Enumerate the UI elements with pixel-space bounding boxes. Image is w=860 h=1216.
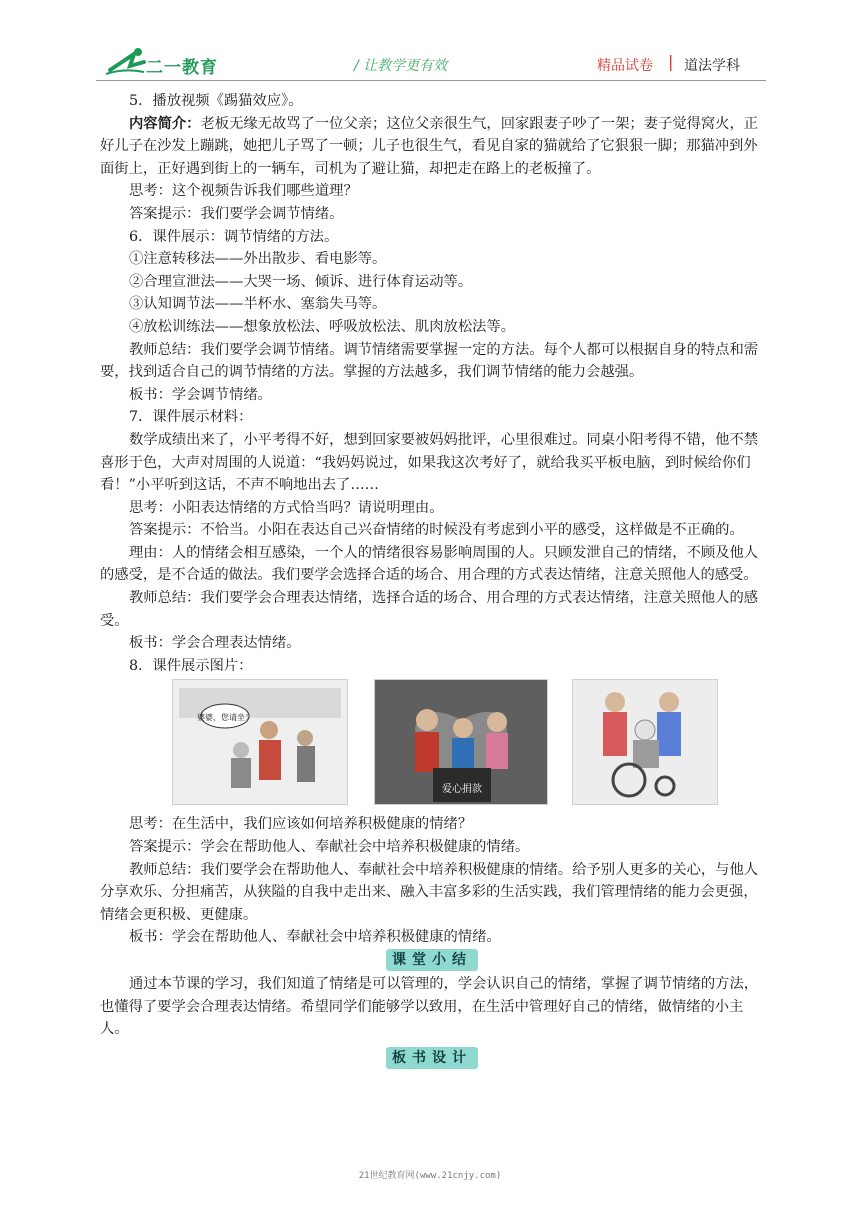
paragraph: 通过本节课的学习，我们知道了情绪是可以管理的，学会认识自己的情绪，掌握了调节情绪的方法，也懂得了要学会合理表达情绪。希望同学们能够学以致用，在生活中管理好自己的情绪，做情绪的小主人。: [100, 976, 759, 1038]
paragraph: ②合理宣泄法——大哭一场、倾诉、进行体育运动等。: [129, 273, 473, 290]
paragraph: 7．课件展示材料：: [129, 409, 253, 426]
charity-donation-image: [374, 679, 548, 805]
content-intro-label: 内容简介：: [129, 115, 201, 132]
paragraph: 板书：学会在帮助他人、奉献社会中培养积极健康的情绪。: [129, 929, 501, 946]
paragraph: 教师总结：我们要学会合理表达情绪，选择合适的场合、用合理的方式表达情绪，注意关照他人的感受。: [100, 590, 759, 629]
paragraph: 答案提示：不恰当。小阳在表达自己兴奋情绪的时候没有考虑到小平的感受，这样做是不正确的。: [129, 522, 744, 539]
header-separator: |: [668, 52, 674, 71]
donation-box-label: 爱心捐款: [442, 784, 482, 796]
paragraph: 8．课件展示图片：: [129, 657, 253, 674]
header-tag-subject: 道法学科: [684, 58, 740, 74]
paragraph: 思考：在生活中，我们应该如何培养积极健康的情绪？: [129, 816, 473, 833]
image-row: [100, 679, 764, 807]
paragraph: 教师总结：我们要学会调节情绪。调节情绪需要掌握一定的方法。每个人都可以根据自身的特点和需要，找到适合自己的调节情绪的方法。掌握的方法越多，我们调节情绪的能力会越强。: [100, 341, 759, 381]
board-design-badge: 板书设计: [386, 1047, 478, 1069]
summary-badge: 课堂小结: [386, 949, 478, 971]
logo-text: 二一教育: [146, 58, 218, 78]
header-slogan: / 让教学更有效: [354, 58, 448, 74]
paragraph: 板书：学会合理表达情绪。: [129, 635, 301, 652]
page-footer: 21世纪教育网(www.21cnjy.com): [358, 1171, 502, 1181]
page-header: [0, 0, 860, 82]
paragraph: 理由：人的情绪会相互感染，一个人的情绪很容易影响周围的人。只顾发泄自己的情绪，不顾及他人的感受，是不合适的做法。我们要学会选择合适的场合、用合理的方式表达情绪，注意关照他人的感受。: [100, 544, 759, 584]
paragraph: 教师总结：我们要学会在帮助他人、奉献社会中培养积极健康的情绪。给予别人更多的关心，与他人分享欢乐、分担痛苦，从狭隘的自我中走出来、融入丰富多彩的生活实践，我们管理情绪的能力会更强，情绪会更积极、更健康。: [100, 861, 759, 923]
wheelchair-volunteers-image: [572, 679, 718, 805]
paragraph: 板书：学会调节情绪。: [129, 386, 272, 403]
paragraph: ③认知调节法——半杯水、塞翁失马等。: [129, 296, 387, 313]
content-intro-text: 老板无缘无故骂了一位父亲；这位父亲很生气，回家跟妻子吵了一架；妻子觉得窝火，正好儿子在沙发上蹦跳，她把儿子骂了一顿；儿子也很生气，看见自家的猫就给了它狠狠一脚；那猫冲到外面街上，正好遇到街上的一辆车，司机为了避让猫，却把走在路上的老板撞了。: [100, 115, 759, 177]
paragraph: ①注意转移法——外出散步、看电影等。: [129, 251, 387, 268]
paragraph: 答案提示：我们要学会调节情绪。: [129, 205, 344, 222]
paragraph: 思考：小阳表达情绪的方式恰当吗？请说明理由。: [129, 499, 444, 516]
bus-seat-offer-image: [172, 679, 348, 805]
paragraph: 6．课件展示：调节情绪的方法。: [129, 228, 339, 245]
paragraph: [100, 113, 764, 181]
paragraph: ④放松训练法——想象放松法、呼吸放松法、肌肉放松法等。: [129, 318, 516, 335]
section-heading-board: [100, 1047, 764, 1071]
paragraph: 思考：这个视频告诉我们哪些道理？: [129, 183, 358, 200]
paragraph: 数学成绩出来了，小平考得不好，想到回家要被妈妈批评，心里很难过。同桌小阳考得不错，他不禁喜形于色，大声对周围的人说道：“我妈妈说过，如果我这次考好了，就给我买平板电脑，到时候给你们看！”小平听到这话，不声不响地出去了……: [100, 431, 759, 494]
paragraph: 答案提示：学会在帮助他人、奉献社会中培养积极健康的情绪。: [129, 839, 530, 856]
document-body: [100, 90, 764, 1071]
header-divider: [96, 80, 766, 81]
header-tag-quality: 精品试卷: [597, 58, 653, 74]
paragraph: 5．播放视频《踢猫效应》。: [129, 93, 303, 109]
section-heading-summary: [100, 949, 764, 973]
bus-speech-bubble: 婆婆，您请坐！: [197, 713, 253, 723]
